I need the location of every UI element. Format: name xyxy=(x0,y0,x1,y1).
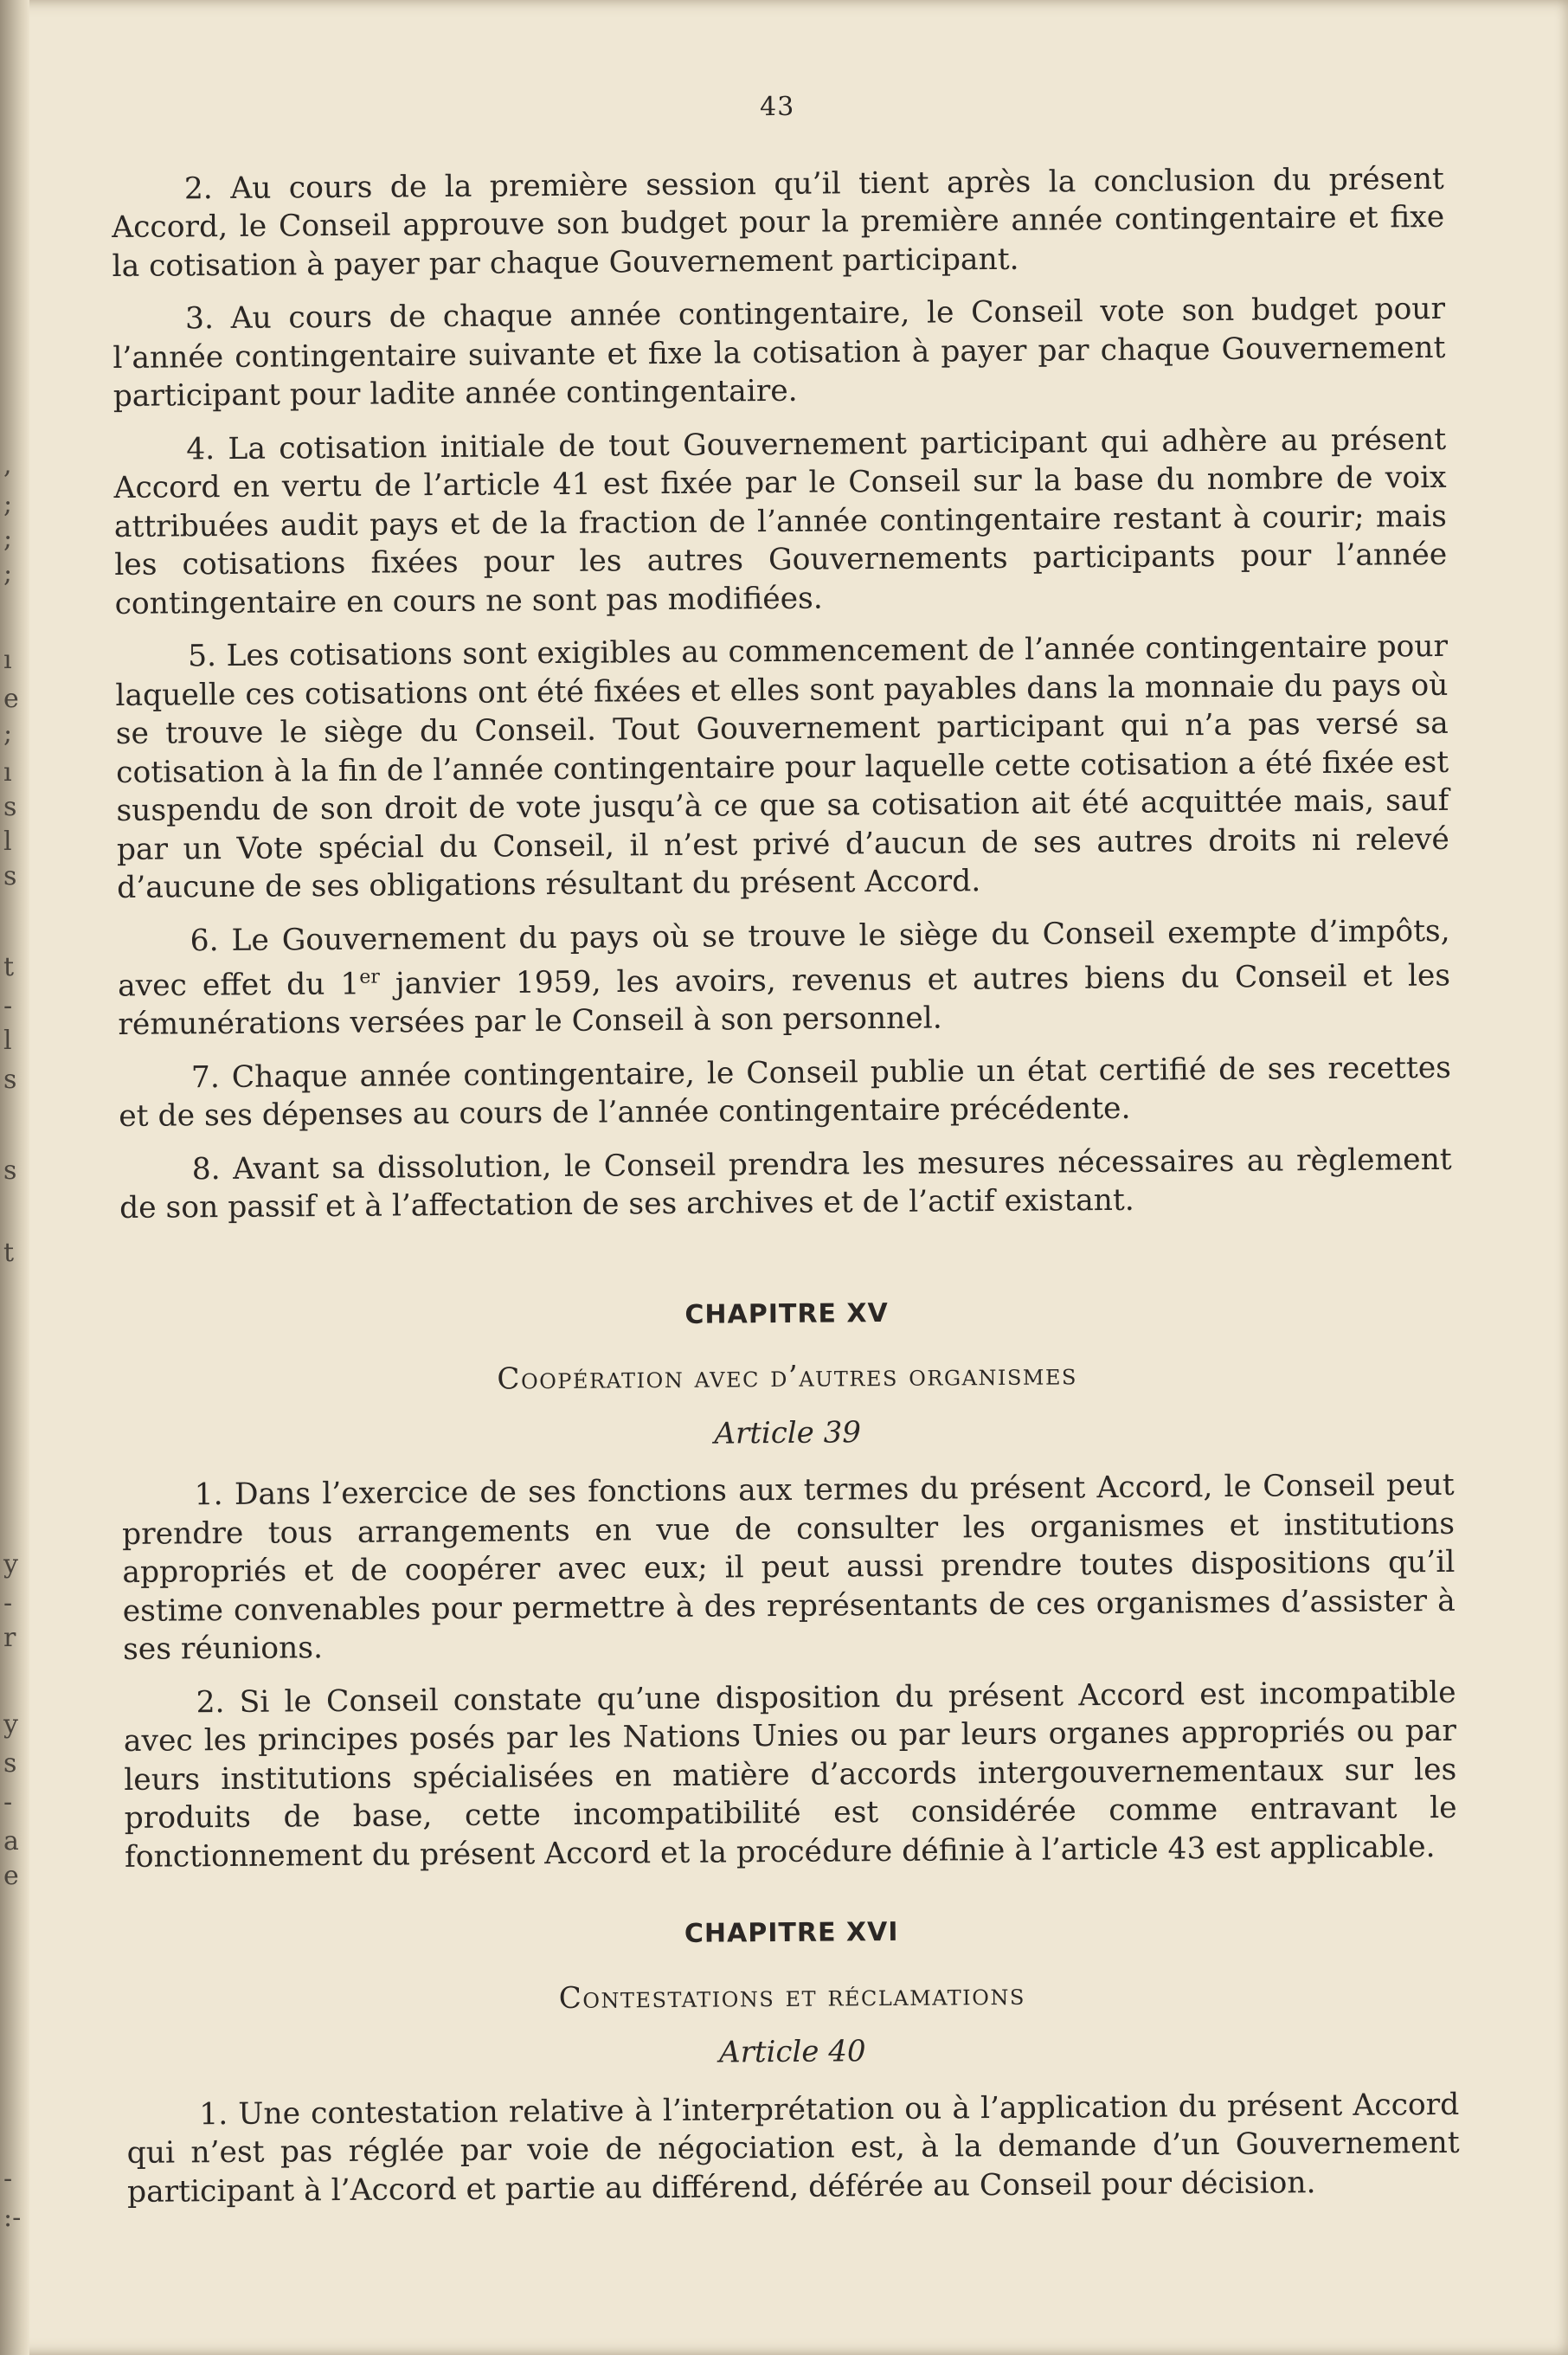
paragraph-7: 7. Chaque année contingentaire, le Conseil publie un état certifié de ses recettes et de ses dépenses au cours de l’année contingentaire précédente. xyxy=(119,1050,1452,1134)
bleed-char: s xyxy=(3,1155,17,1186)
bleed-char: ı xyxy=(3,757,12,788)
bleed-char: t xyxy=(3,952,15,982)
article-39-heading: Article 39 xyxy=(714,1414,862,1451)
bleed-char: t xyxy=(3,1238,15,1268)
bleed-char: ; xyxy=(3,489,13,519)
bleed-char: ; xyxy=(3,558,13,589)
page-number: 43 xyxy=(759,91,795,123)
bleed-char: e xyxy=(3,1861,19,1891)
bleed-char: - xyxy=(3,1787,13,1818)
bleed-char: s xyxy=(3,861,17,891)
bleed-char: a xyxy=(3,1826,19,1856)
paragraph-5: 5. Les cotisations sont exigibles au commencement de l’année contingentaire pour laquelle ces cotisations ont été fixées et elles sont payables dans la monnaie du pays où se trouve le siège du Conseil. Tout Gouvernement participant qui n’a pas versé sa cotisation à la fin de l’année contingentaire pour laquelle cette cotisation a été fixée est suspendu de son droit de vote jusqu’à ce que sa cotisation ait été acquittée mais, sauf par un Vote spécial du Conseil, il n’est privé d’aucun de ses autres droits ni relevé d’aucune de ses obligations résultant du présent Accord. xyxy=(115,628,1449,905)
bleed-char: ı xyxy=(3,645,12,675)
bleed-char: r xyxy=(3,1623,16,1653)
bleed-char: l xyxy=(3,827,12,857)
paragraph-6-text-end: janvier 1959, les avoirs, revenus et autres biens du Conseil et les rémunérations versées par le Conseil à son personnel. xyxy=(118,958,1451,1042)
bleed-char: - xyxy=(3,1588,13,1618)
paragraph-6-text-start: 6. Le Gouvernement du pays où se trouve le siège du Conseil exempte d’impôts, avec effet du 1 xyxy=(117,913,1450,1004)
chapter-16-heading: CHAPITRE XVI xyxy=(684,1916,899,1949)
chapter-15-title: Coopération avec d’autres organismes xyxy=(497,1357,1078,1397)
paragraph-3: 3. Au cours de chaque année contingentaire, le Conseil vote son budget pour l’année contingentaire suivante et fixe la cotisation à payer par chaque Gouvernement participant pour ladite année contingentaire. xyxy=(112,291,1446,414)
chapter-16-title: Contestations et réclamations xyxy=(558,1977,1025,2016)
article-40-heading: Article 40 xyxy=(718,2034,866,2070)
paragraph-4: 4. La cotisation initiale de tout Gouvernement participant qui adhère au présent Accord en vertu de l’article 41 est fixée par le Conseil sur la base du nombre de voix attribuées audit pays et de la fraction de l’année contingentaire restant à courir; mais les cotisations fixées pour les autres Gouvernements participants pour l’année contingentaire en cours ne sont pas modifiées. xyxy=(113,421,1448,621)
bleed-char: l xyxy=(3,1026,12,1056)
bleed-char: - xyxy=(3,991,13,1021)
chapter-15-heading: CHAPITRE XV xyxy=(684,1297,889,1330)
bleed-char: e xyxy=(3,684,19,714)
bleed-char: y xyxy=(3,1549,18,1580)
bleed-char: :- xyxy=(3,2203,22,2233)
bleed-char: s xyxy=(3,1748,17,1779)
bleed-char: y xyxy=(3,1709,18,1740)
paragraph-2: 2. Au cours de la première session qu’il tient après la conclusion du présent Accord, le Conseil approuve son budget pour la première année contingentaire et fixe la cotisation à payer par chaque Gouvernement participant. xyxy=(112,161,1445,284)
facing-page-bleed xyxy=(0,0,35,2355)
article-39-paragraph-2: 2. Si le Conseil constate qu’une disposition du présent Accord est incompatible avec les principes posés par les Nations Unies ou par leurs organes appropriés ou par leurs institutions spécialisées en matière d’accords intergouvernementaux sur les produits de base, cette incompatibilité est considérée comme entravant le fonctionnement du présent Accord et la procédure définie à l’article 43 est applicable. xyxy=(123,1675,1457,1875)
bleed-char: s xyxy=(3,1065,17,1095)
bleed-char: ; xyxy=(3,718,13,749)
bleed-char: s xyxy=(3,792,17,822)
bleed-char: , xyxy=(3,450,12,480)
paragraph-8: 8. Avant sa dissolution, le Conseil prendra les mesures nécessaires au règlement de son passif et à l’affectation de ses archives et de l’actif existant. xyxy=(119,1142,1452,1226)
page-body xyxy=(111,83,1460,2226)
paragraph-6-ordinal-suffix: er xyxy=(359,966,380,988)
article-39-paragraph-1: 1. Dans l’exercice de ses fonctions aux termes du présent Accord, le Conseil peut prendre tous arrangements en vue de consulter les organismes et institutions appropriés et de coopérer avec eux; il peut aussi prendre toutes dispositions qu’il estime convenables pour permettre à des représentants de ces organismes d’assister à ses réunions. xyxy=(121,1467,1456,1667)
article-40-paragraph-1: 1. Une contestation relative à l’interprétation ou à l’application du présent Accord qui n’est pas réglée par voie de négociation est, à la demande d’un Gouvernement participant à l’Accord et partie au différend, déférée au Conseil pour décision. xyxy=(126,2087,1460,2210)
paragraph-6 xyxy=(118,911,1451,1044)
bleed-char: ; xyxy=(3,524,13,554)
bleed-char: - xyxy=(3,2164,13,2194)
